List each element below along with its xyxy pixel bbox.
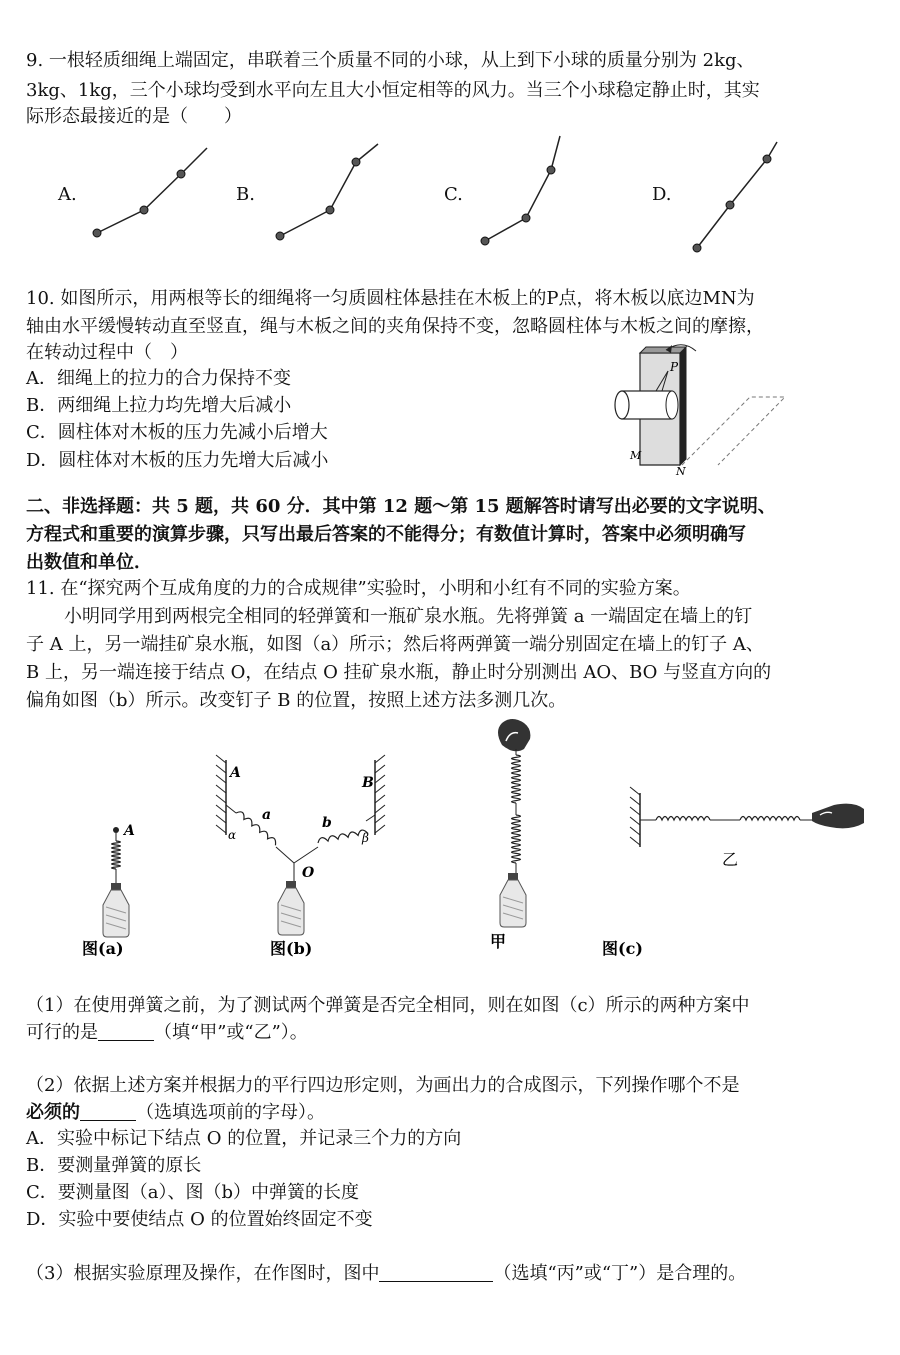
q9-option-c: C. bbox=[444, 184, 463, 205]
q10-line-2: 轴由水平缓慢转动直至竖直，绳与木板之间的夹角保持不变，忽略圆柱体与木板之间的摩擦， bbox=[26, 316, 764, 337]
q11-sub2-suffix: （选填选项前的字母）。 bbox=[136, 1102, 325, 1123]
fig-b-label-a: a bbox=[262, 807, 272, 823]
q11-line-3: 子 A 上，另一端挂矿泉水瓶，如图（a）所示；然后将两弹簧一端分别固定在墙上的钉子 A、 bbox=[26, 634, 764, 655]
fig-yi-label: 乙 bbox=[722, 850, 739, 869]
q11-sub1-prefix: 可行的是 bbox=[26, 1022, 98, 1043]
fig-jia-label: 甲 bbox=[490, 932, 507, 951]
q11-sub1-line-1: （1）在使用弹簧之前，为了测试两个弹簧是否完全相同，则在如图（c）所示的两种方案中 bbox=[26, 995, 750, 1016]
q9-option-a: A. bbox=[58, 184, 77, 205]
q9-option-b: B. bbox=[236, 184, 255, 205]
q9-line-3: 际形态最接近的是（ ） bbox=[26, 106, 242, 127]
fig-b-label-B: B bbox=[362, 775, 374, 791]
q9-option-d-figure bbox=[693, 142, 777, 252]
fig-a-caption: 图(a) bbox=[82, 939, 124, 958]
fig-jia bbox=[498, 719, 530, 927]
q11-line-5: 偏角如图（b）所示。改变钉子 B 的位置，按照上述方法多测几次。 bbox=[26, 690, 567, 711]
section2-line-3: 出数值和单位． bbox=[26, 552, 152, 573]
q9-line-2: 3kg、1kg，三个小球均受到水平向左且大小恒定相等的风力。当三个小球稳定静止时，其实 bbox=[26, 80, 760, 101]
q11-sub2-answer-blank[interactable] bbox=[80, 1102, 136, 1121]
q10-line-3: 在转动过程中（ ） bbox=[26, 342, 188, 363]
q11-sub3-prefix: （3）根据实验原理及操作，在作图时，图中 bbox=[26, 1263, 380, 1284]
q11-sub2-option-b: B．要测量弹簧的原长 bbox=[26, 1155, 202, 1176]
section2-line-1: 二、非选择题：共 5 题，共 60 分．其中第 12 题～第 15 题解答时请写出必要的文字说明、 bbox=[26, 496, 776, 517]
q9-option-b-figure bbox=[276, 144, 378, 240]
fig-c-caption: 图(c) bbox=[602, 939, 643, 958]
fig-b-caption: 图(b) bbox=[270, 939, 313, 958]
q10-label-p: P bbox=[670, 360, 679, 374]
q11-sub3-suffix: （选填“丙”或“丁”）是合理的。 bbox=[493, 1263, 747, 1284]
q11-sub2-line-1: （2）依据上述方案并根据力的平行四边形定则，为画出力的合成图示，下列操作哪个不是 bbox=[26, 1075, 740, 1096]
q9-figure-options bbox=[0, 140, 900, 260]
q11-line-4: B 上，另一端连接于结点 O，在结点 O 挂矿泉水瓶，静止时分别测出 AO、BO 与竖直方向的 bbox=[26, 662, 772, 683]
q11-sub2-option-a: A．实验中标记下结点 O 的位置，并记录三个力的方向 bbox=[26, 1128, 462, 1149]
q9-line-1: 9. 一根轻质细绳上端固定，串联着三个质量不同的小球，从上到下小球的质量分别为 2kg、 bbox=[26, 50, 755, 71]
q10-option-c: C．圆柱体对木板的压力先减小后增大 bbox=[26, 422, 328, 443]
q10-label-n: N bbox=[676, 465, 686, 478]
q9-option-a-figure bbox=[93, 148, 207, 237]
fig-b-label-A: A bbox=[230, 765, 241, 781]
fig-a-label-A: A bbox=[124, 823, 135, 839]
q10-option-a: A．细绳上的拉力的合力保持不变 bbox=[26, 368, 291, 389]
q11-sub2-prefix: 必须的 bbox=[26, 1102, 80, 1123]
q11-figures bbox=[0, 715, 900, 985]
fig-yi bbox=[630, 787, 864, 847]
q10-figure bbox=[610, 345, 810, 480]
q11-sub2-option-d: D．实验中要使结点 O 的位置始终固定不变 bbox=[26, 1209, 373, 1230]
fig-b-label-beta: β bbox=[362, 831, 369, 845]
q9-option-c-figure bbox=[481, 136, 560, 245]
q11-sub1-answer-blank[interactable] bbox=[98, 1022, 154, 1041]
fig-b-label-b: b bbox=[322, 815, 332, 831]
q10-option-b: B．两细绳上拉力均先增大后减小 bbox=[26, 395, 292, 416]
fig-b-label-O: O bbox=[302, 865, 315, 881]
q10-line-1: 10. 如图所示，用两根等长的细绳将一匀质圆柱体悬挂在木板上的P点，将木板以底边MN为 bbox=[26, 288, 755, 309]
q11-sub2-line-2 bbox=[26, 1100, 876, 1126]
q11-sub1-suffix: （填“甲”或“乙”）。 bbox=[154, 1022, 308, 1043]
q11-line-1: 11. 在“探究两个互成角度的力的合成规律”实验时，小明和小红有不同的实验方案。 bbox=[26, 578, 691, 599]
q11-line-2: 小明同学用到两根完全相同的轻弹簧和一瓶矿泉水瓶。先将弹簧 a 一端固定在墙上的钉 bbox=[64, 606, 753, 627]
q11-sub3-answer-blank[interactable] bbox=[379, 1263, 493, 1282]
q10-label-m: M bbox=[630, 449, 642, 462]
section2-line-2: 方程式和重要的演算步骤，只写出最后答案的不能得分；有数值计算时，答案中必须明确写 bbox=[26, 524, 746, 545]
fig-a bbox=[103, 823, 135, 937]
fig-b-label-alpha: α bbox=[228, 828, 237, 842]
q11-sub3-line bbox=[26, 1261, 876, 1287]
q9-option-d: D. bbox=[652, 184, 672, 205]
fig-b bbox=[216, 755, 385, 935]
q10-option-d: D．圆柱体对木板的压力先增大后减小 bbox=[26, 450, 329, 471]
q11-sub1-line-2 bbox=[26, 1020, 876, 1046]
q11-sub2-option-c: C．要测量图（a）、图（b）中弹簧的长度 bbox=[26, 1182, 360, 1203]
